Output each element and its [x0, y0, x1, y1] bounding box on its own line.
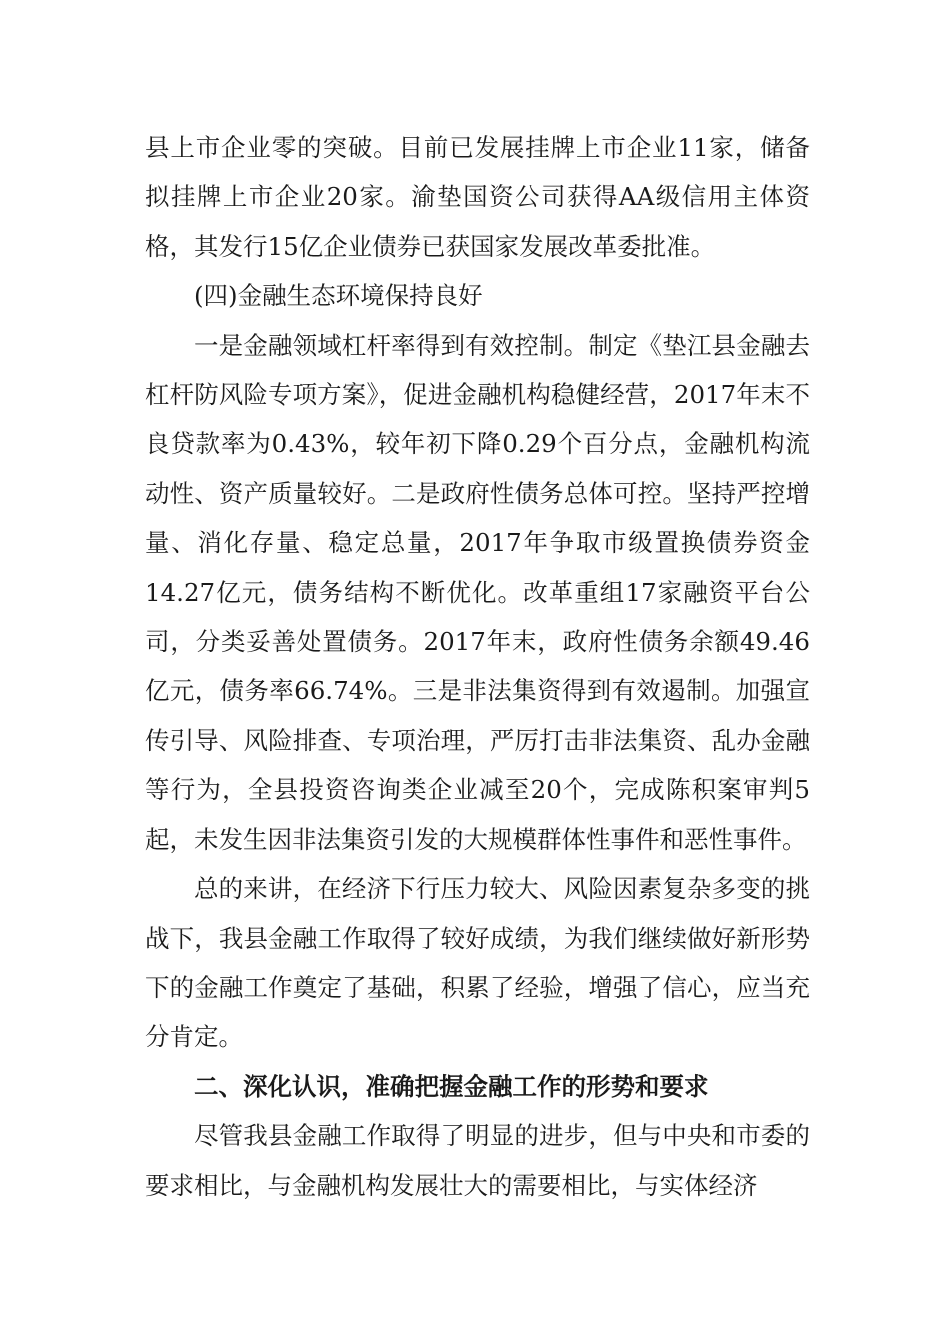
- section-subheading: (四)金融生态环境保持良好: [194, 281, 483, 311]
- section-heading: 二、深化认识，准确把握金融工作的形势和要求: [194, 1071, 709, 1101]
- paragraph-financial-ecology: 一是金融领域杠杆率得到有效控制。制定《垫江县金融去杠杆防风险专项方案》，促进金融机构稳健经营，2017年末不良贷款率为0.43%，较年初下降0.29个百分点，金融机构流动性、资产质量较好。二是政府性债务总体可控。坚持严控增量、消化存量、稳定总量，2017年争取市级置换债券资金14.27亿元，债务结构不断优化。改革重组17家融资平台公司，分类妥善处置债务。2017年末，政府性债务余额49.46亿元，债务率66.74%。三是非法集资得到有效遏制。加强宣传引导、风险排查、专项治理，严厉打击非法集资、乱办金融等行为，全县投资咨询类企业减至20个，完成陈积案审判5起，未发生因非法集资引发的大规模群体性事件和恶性事件。: [145, 330, 810, 854]
- paragraph-summary: 总的来讲，在经济下行压力较大、风险因素复杂多变的挑战下，我县金融工作取得了较好成绩，为我们继续做好新形势下的金融工作奠定了基础，积累了经验，增强了信心，应当充分肯定。: [145, 874, 810, 1052]
- paragraph-intro: 尽管我县金融工作取得了明显的进步，但与中央和市委的要求相比，与金融机构发展壮大的需要相比，与实体经济: [145, 1121, 810, 1200]
- paragraph-continued: 县上市企业零的突破。目前已发展挂牌上市企业11家，储备拟挂牌上市企业20家。渝垫国资公司获得AA级信用主体资格，其发行15亿企业债券已获国家发展改革委批准。: [145, 133, 810, 261]
- document-body: [145, 123, 810, 1210]
